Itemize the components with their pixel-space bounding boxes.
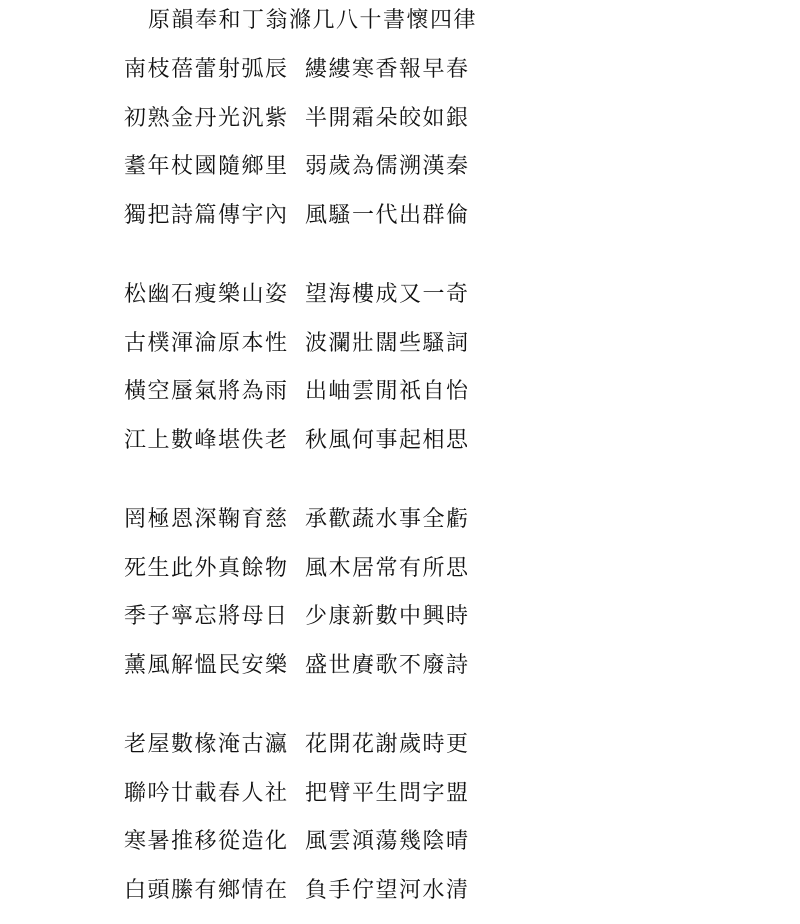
- verse-line: [124, 426, 544, 475]
- verse-line: [124, 554, 544, 603]
- verse-line: [124, 651, 544, 700]
- verse-line: [124, 505, 544, 554]
- verse-line: [124, 827, 544, 876]
- verse-first-half: 初熟金丹光汎紫: [124, 104, 305, 153]
- verse-second-half: 秋風何事起相思: [305, 426, 470, 475]
- stanza-1: [124, 55, 544, 249]
- verse-first-half: 老屋數椽淹古瀛: [124, 730, 305, 779]
- verse-first-half: 古樸渾淪原本性: [124, 329, 305, 378]
- poem-title: 原韻奉和丁翁滌几八十書懷四律: [148, 6, 477, 36]
- verse-second-half: 花開花謝歲時更: [305, 730, 470, 779]
- stanza-2: [124, 280, 544, 474]
- stanza-3: [124, 505, 544, 699]
- verse-second-half: 望海樓成又一奇: [305, 280, 470, 329]
- verse-first-half: 罔極恩深鞠育慈: [124, 505, 305, 554]
- verse-first-half: 獨把詩篇傳宇內: [124, 201, 305, 250]
- verse-second-half: 少康新數中興時: [305, 602, 470, 651]
- verse-line: [124, 55, 544, 104]
- verse-second-half: 波瀾壯闊些騷詞: [305, 329, 470, 378]
- verse-first-half: 寒暑推移從造化: [124, 827, 305, 876]
- verse-second-half: 風騷一代出群倫: [305, 201, 470, 250]
- verse-line: [124, 377, 544, 426]
- verse-second-half: 風木居常有所思: [305, 554, 470, 603]
- verse-second-half: 負手佇望河水清: [305, 876, 470, 924]
- verse-first-half: 橫空蜃氣將為雨: [124, 377, 305, 426]
- verse-line: [124, 730, 544, 779]
- verse-second-half: 把臂平生問字盟: [305, 779, 470, 828]
- verse-line: [124, 104, 544, 153]
- verse-first-half: 江上數峰堪佚老: [124, 426, 305, 475]
- verse-second-half: 縷縷寒香報早春: [305, 55, 470, 104]
- verse-first-half: 松幽石瘦樂山姿: [124, 280, 305, 329]
- verse-line: [124, 876, 544, 924]
- verse-line: [124, 602, 544, 651]
- verse-first-half: 死生此外真餘物: [124, 554, 305, 603]
- verse-line: [124, 329, 544, 378]
- verse-second-half: 承歡蔬水事全虧: [305, 505, 470, 554]
- verse-line: [124, 280, 544, 329]
- verse-second-half: 盛世賡歌不廢詩: [305, 651, 470, 700]
- verse-second-half: 半開霜朵皎如銀: [305, 104, 470, 153]
- verse-line: [124, 779, 544, 828]
- verse-line: [124, 152, 544, 201]
- verse-line: [124, 201, 544, 250]
- verse-second-half: 出岫雲閒祇自怡: [305, 377, 470, 426]
- verse-first-half: 白頭縢有鄉情在: [124, 876, 305, 924]
- verse-second-half: 風雲澒蕩幾陰晴: [305, 827, 470, 876]
- verse-first-half: 耋年杖國隨鄉里: [124, 152, 305, 201]
- verse-first-half: 聯吟廿載春人社: [124, 779, 305, 828]
- verse-first-half: 薰風解慍民安樂: [124, 651, 305, 700]
- verse-second-half: 弱歲為儒溯漢秦: [305, 152, 470, 201]
- verse-first-half: 季子寧忘將母日: [124, 602, 305, 651]
- verse-first-half: 南枝蓓蕾射弧辰: [124, 55, 305, 104]
- stanza-4: [124, 730, 544, 924]
